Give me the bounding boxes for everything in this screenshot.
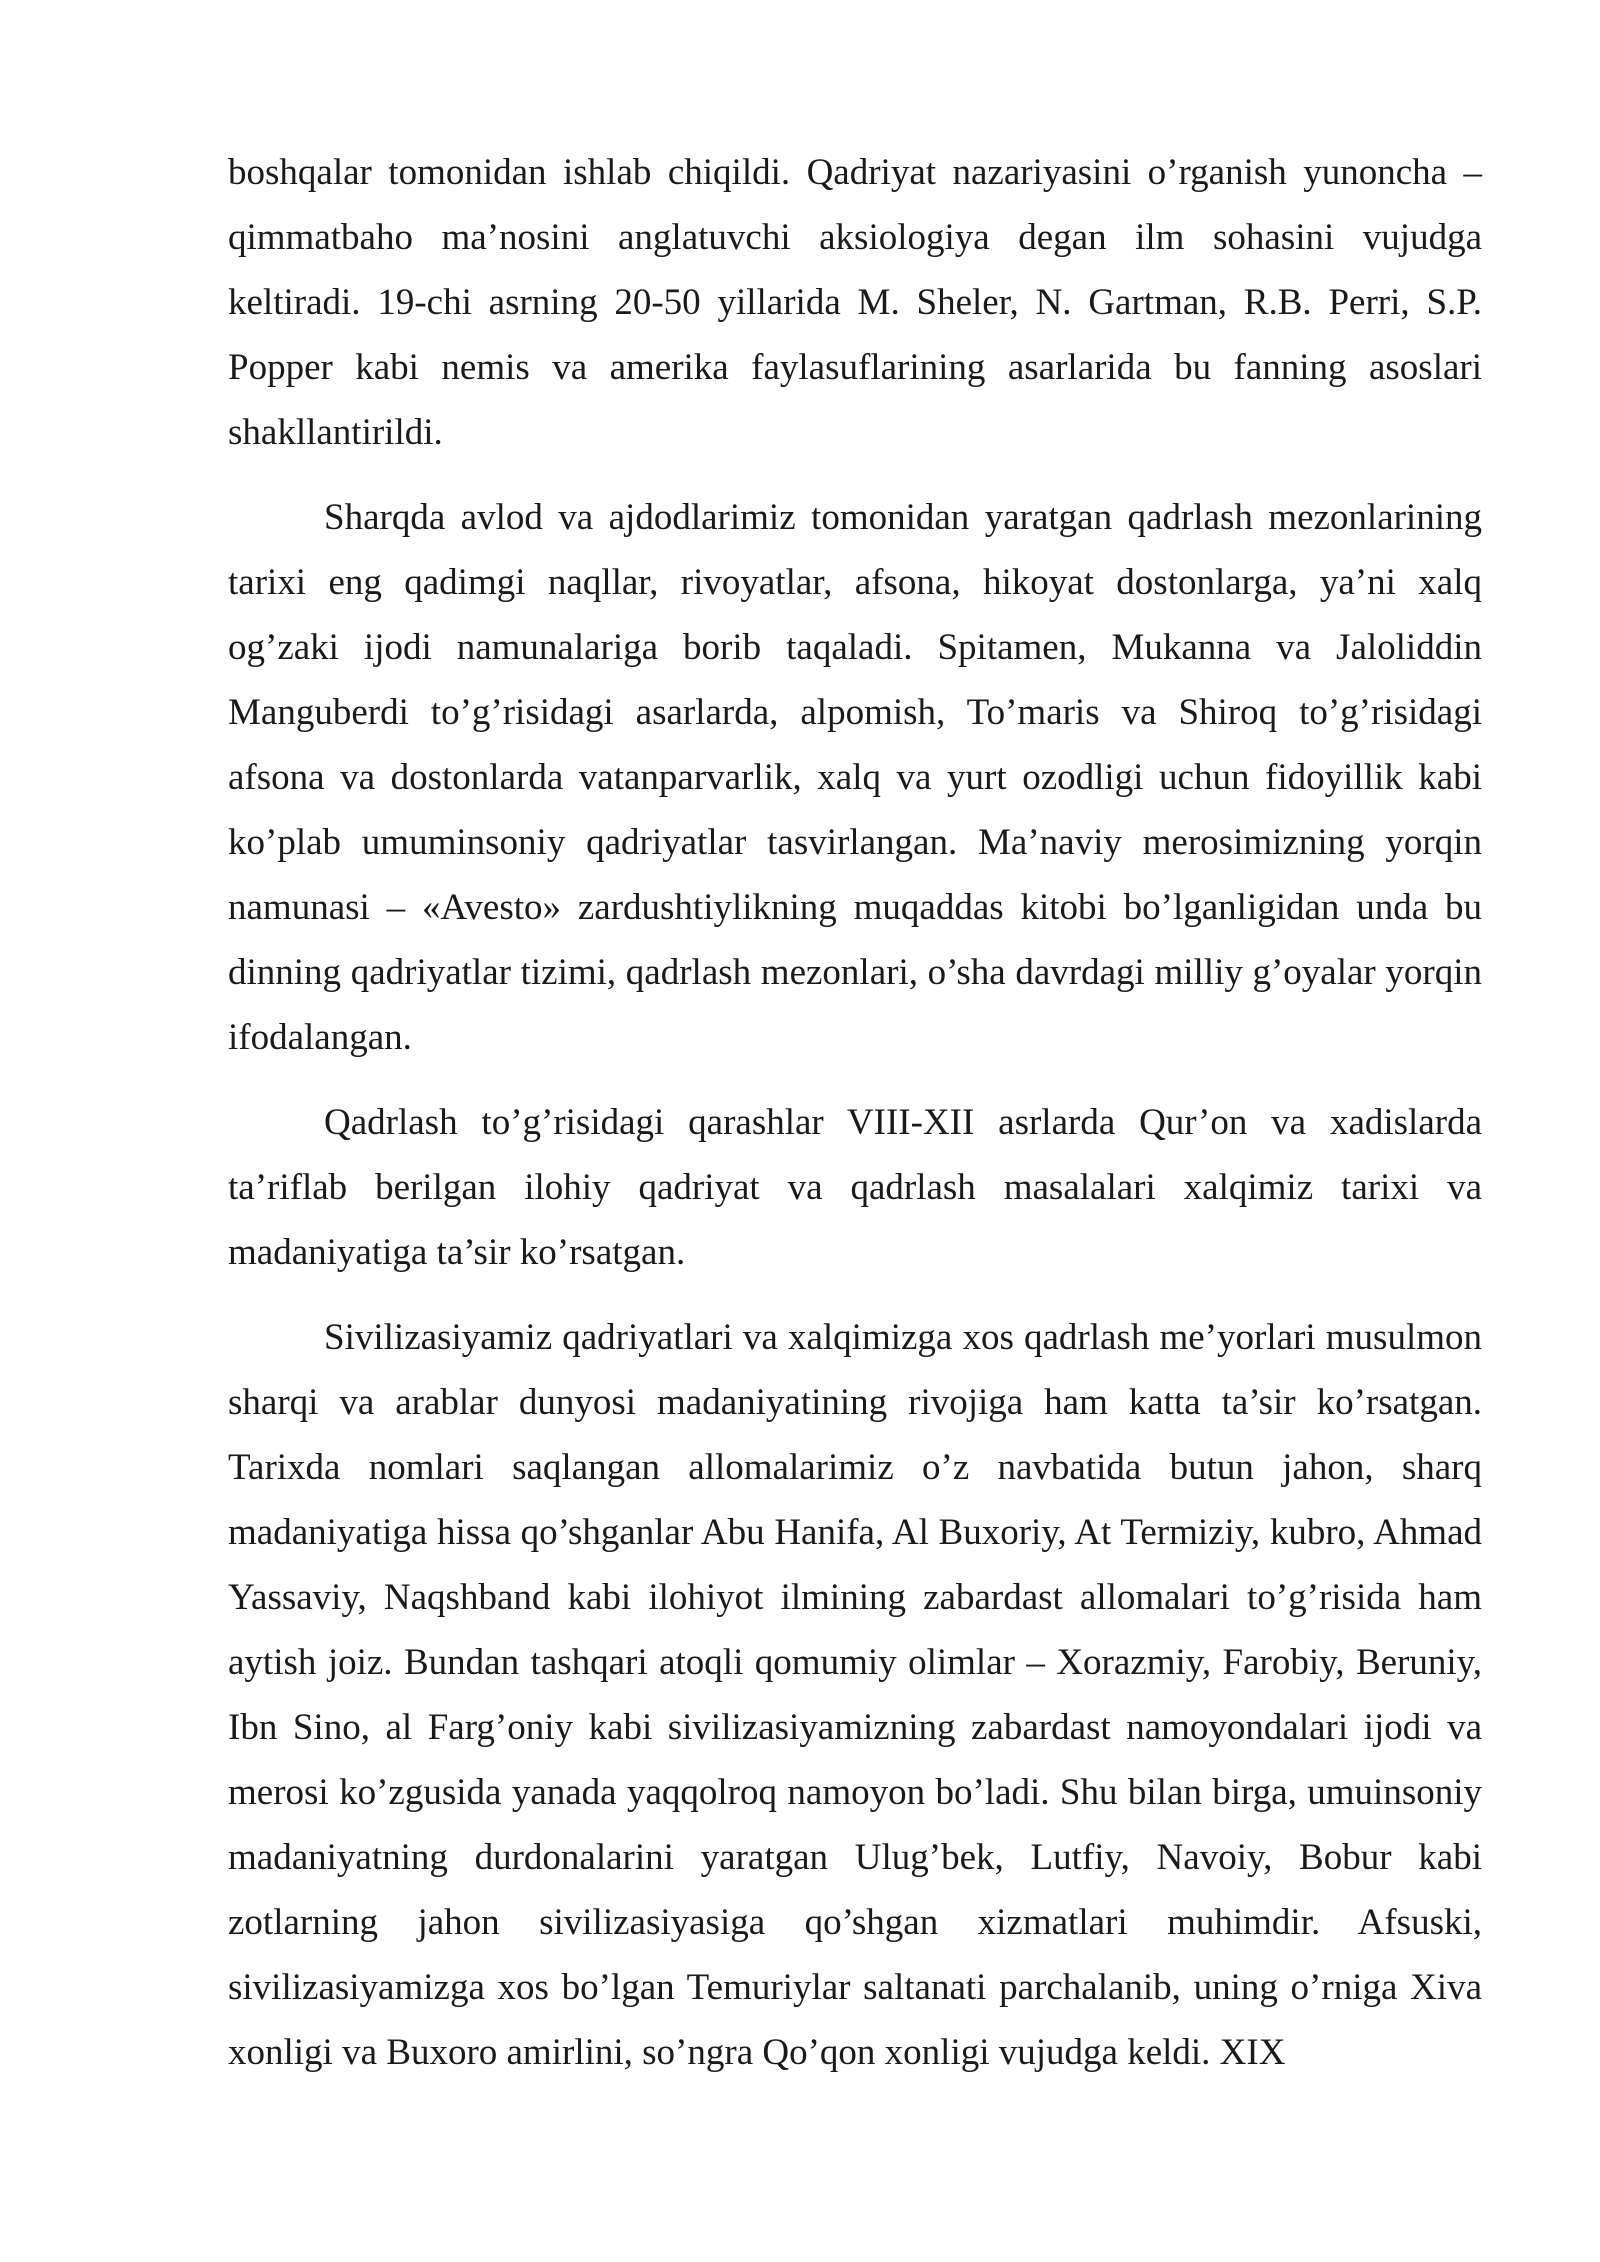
- paragraph-4: Sivilizasiyamiz qadriyatlari va xalqimizga xos qadrlash me’yorlari musulmon sharqi va arablar dunyosi madaniyatining rivojiga ham katta ta’sir ko’rsatgan. Tarixda nomlari saqlangan allomalarimiz o’z navbatida butun jahon, sharq madaniyatiga hissa qo’shganlar Abu Hanifa, Al Buxoriy, At Termiziy, kubro, Ahmad Yassaviy, Naqshband kabi ilohiyot ilmining zabardast allomalari to’g’risida ham aytish joiz. Bundan tashqari atoqli qomumiy olimlar – Xorazmiy, Farobiy, Beruniy, Ibn Sino, al Farg’oniy kabi sivilizasiyamizning zabardast namoyondalari ijodi va merosi ko’zgusida yanada yaqqolroq namoyon bo’ladi. Shu bilan birga, umuinsoniy madaniyatning durdonalarini yaratgan Ulug’bek, Lutfiy, Navoiy, Bobur kabi zotlarning jahon sivilizasiyasiga qo’shgan xizmatlari muhimdir. Afsuski, sivilizasiyamizga xos bo’lgan Temuriylar saltanati parchalanib, uning o’rniga Xiva xonligi va Buxoro amirlini, so’ngra Qo’qon xonligi vujudga keldi. XIX: [228, 1317, 1482, 2073]
- paragraph-2: Sharqda avlod va ajdodlarimiz tomonidan yaratgan qadrlash mezonlarining tarixi eng qadimgi naqllar, rivoyatlar, afsona, hikoyat dostonlarga, ya’ni xalq og’zaki ijodi namunalariga borib taqaladi. Spitamen, Mukanna va Jaloliddin Manguberdi to’g’risidagi asarlarda, alpomish, To’maris va Shiroq to’g’risidagi afsona va dostonlarda vatanparvarlik, xalq va yurt ozodligi uchun fidoyillik kabi ko’plab umuminsoniy qadriyatlar tasvirlangan. Ma’naviy merosimizning yorqin namunasi – «Avesto» zardushtiylikning muqaddas kitobi bo’lganligidan unda bu dinning qadriyatlar tizimi, qadrlash mezonlari, o’sha davrdagi milliy g’oyalar yorqin ifodalangan.: [228, 497, 1482, 1058]
- document-page: [228, 140, 1482, 2085]
- paragraph-1: boshqalar tomonidan ishlab chiqildi. Qadriyat nazariyasini o’rganish yunoncha – qimmatbaho ma’nosini anglatuvchi aksiologiya degan ilm sohasini vujudga keltiradi. 19-chi asrning 20-50 yillarida M. Sheler, N. Gartman, R.B. Perri, S.P. Popper kabi nemis va amerika faylasuflarining asarlarida bu fanning asoslari shakllantirildi.: [228, 152, 1482, 453]
- paragraph-3: Qadrlash to’g’risidagi qarashlar VIII-XII asrlarda Qur’on va xadislarda ta’riflab berilgan ilohiy qadriyat va qadrlash masalalari xalqimiz tarixi va madaniyatiga ta’sir ko’rsatgan.: [228, 1102, 1482, 1273]
